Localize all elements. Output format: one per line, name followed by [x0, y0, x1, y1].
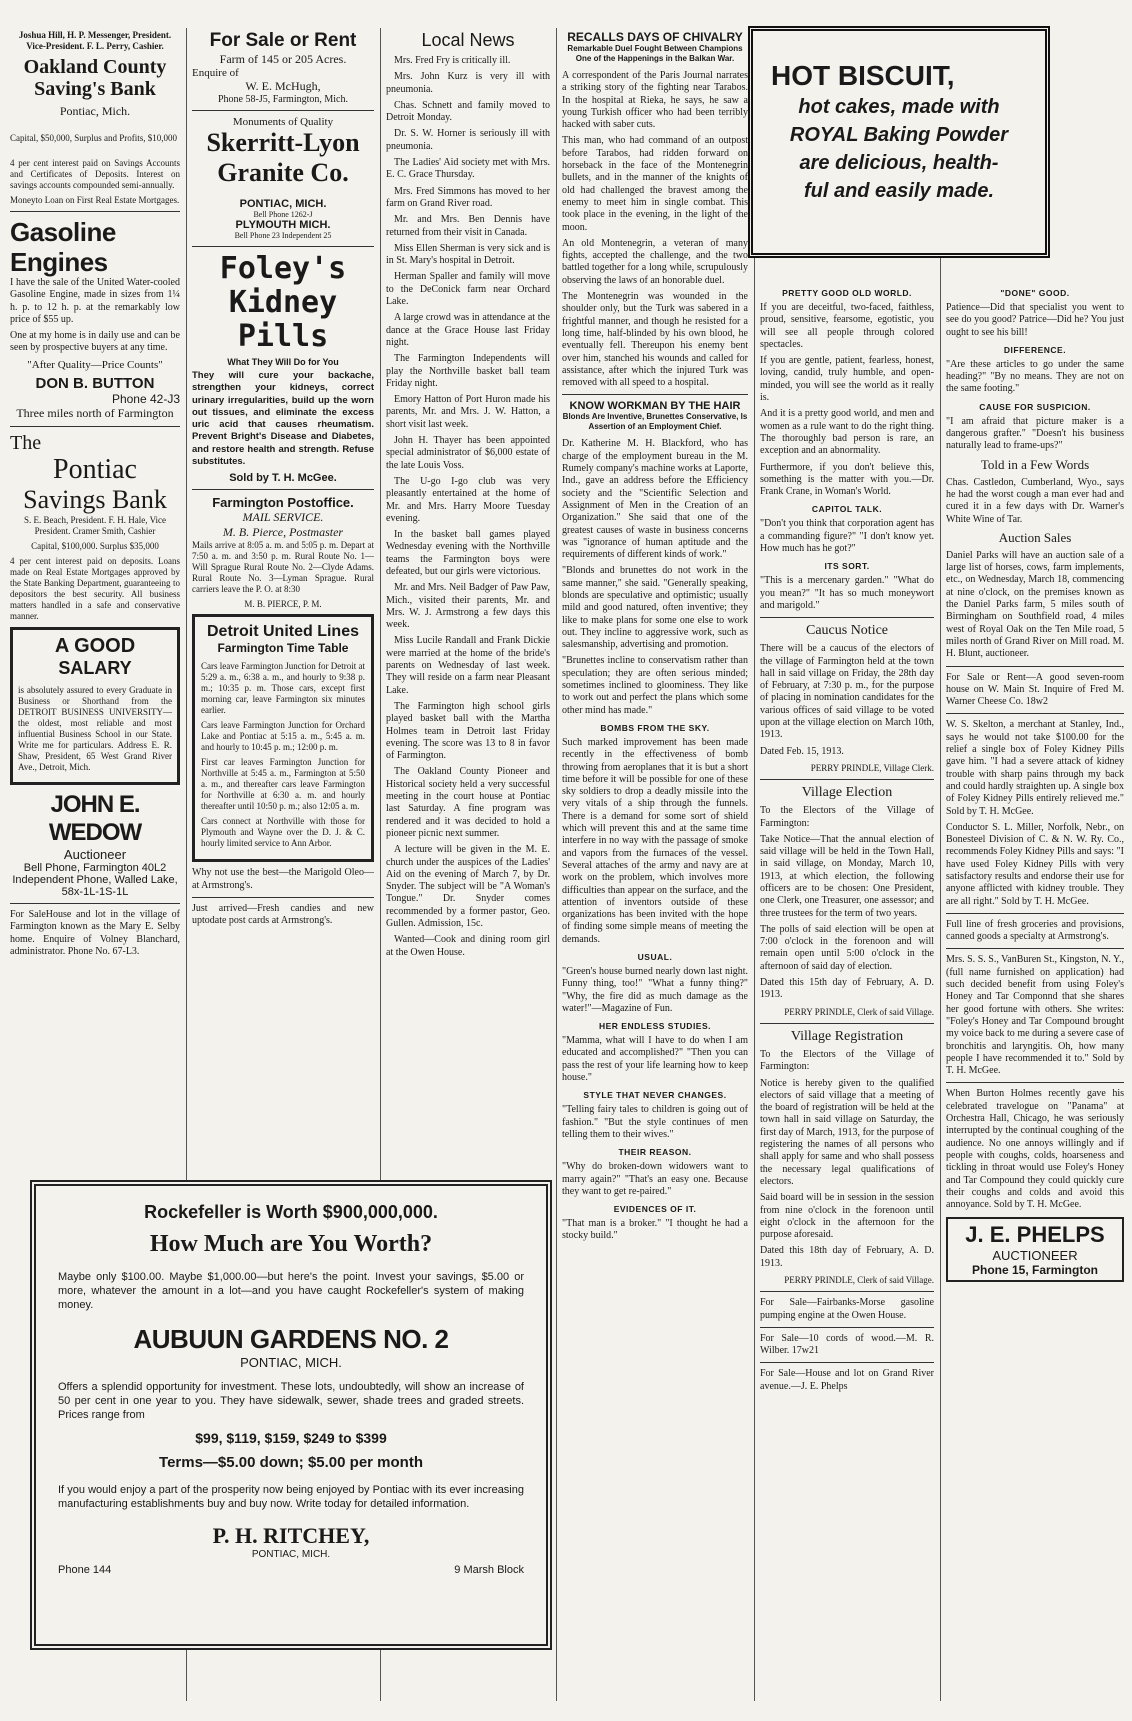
foley-sold: Sold by T. H. McGee. — [229, 472, 337, 485]
biscuit-ad — [748, 26, 1050, 258]
wedow-phone1: Bell Phone, Farmington 40L2 — [23, 862, 167, 875]
ad-why: Why not use the best—the Marigold Oleo—at Armstrong's. — [192, 867, 374, 891]
election-title: Village Election — [801, 785, 893, 801]
local-news-item: The U-go I-go club was very pleasantly entertained at the home of Mr. and Mrs. Harry Moore Tuesday evening. — [386, 475, 550, 524]
salary-box — [10, 627, 180, 785]
sort-body: "This is a mercenary garden." "What do you mean?" "It has so much moneywort and marigold." — [760, 575, 934, 611]
forsale-phone: Phone 58-J5, Farmington, Mich. — [218, 94, 348, 105]
style-title: STYLE THAT NEVER CHANGES. — [583, 1090, 727, 1101]
local-news-item: A lecture will be given in the M. E. church under the auspices of the Ladies' Aid on the evening of March 7, by Dr. Snyder. The subject will be "A Woman's Tongue." Dr. Snyder comes recommended by a former pastor, Geo. Gullen. Admission, 15c. — [386, 844, 550, 929]
du-body2: Cars leave Farmington Junction for Orchard Lake and Pontiac at 5:15 a. m., 5:45 a. m. and hourly to 10:45 p. m.; 12:00 p. m. — [201, 720, 365, 753]
chivalry-sub: Remarkable Duel Fought Between Champions One of the Happenings in the Balkan War. — [567, 44, 743, 63]
caucus-title: Caucus Notice — [805, 623, 889, 639]
registration-p1: To the Electors of the Village of Farmington: — [760, 1048, 934, 1073]
reason-title: THEIR REASON. — [618, 1147, 692, 1158]
foley-body: They will cure your backache, strengthen your kidneys, correct urinary irregularities, build up the worn out tissues, and eliminate the excess uric acid that causes rheumatism. Prevent Bright's Disease and Diabetes, and restore health and strength. Refuse substitutes. — [192, 370, 374, 468]
granite-plymouth: PLYMOUTH MICH. — [235, 219, 331, 231]
bank2-name2: Savings Bank — [23, 485, 167, 515]
bank2-officers: S. E. Beach, President. F. H. Hale, Vice President. Cramer Smith, Cashier — [23, 515, 167, 537]
world-p1: If you are deceitful, two-faced, faithless, proud, sensitive, fearsome, egotistic, you will see all people through colored spectacles. — [760, 302, 934, 350]
wedow-body: For SaleHouse and lot in the village of Farmington known as the Mary E. Selby home. Enquire of Volney Blanchard, administrator. Phone No. 67-L3. — [10, 909, 180, 957]
salary-title2: SALARY — [58, 658, 132, 679]
usual-body: "Green's house burned nearly down last night. Funny thing, too!" "What a funny thing?" "Why, the fire did as much damage as the water!"—Magazine of Fun. — [562, 966, 748, 1014]
rock-address: 9 Marsh Block — [454, 1564, 524, 1576]
column-2 — [192, 30, 374, 1170]
rock-phone: Phone 144 — [58, 1564, 112, 1576]
rock-l1: Rockefeller is Worth $900,000,000. — [144, 1202, 438, 1222]
biscuit-l5: ful and easily made. — [803, 180, 995, 202]
bank2-the: The — [10, 432, 42, 455]
column-6 — [946, 282, 1124, 1692]
local-news-item: The Farmington Independents will play the Northville basket ball team Friday night. — [386, 353, 550, 389]
local-news-item: Wanted—Cook and dining room girl at the Owen House. — [386, 934, 550, 958]
biscuit-l2: hot cakes, made with — [798, 96, 1000, 118]
phelps-role: AUCTIONEER — [992, 1248, 1078, 1264]
bank2-name1: Pontiac — [53, 454, 137, 486]
wedow-name: JOHN E. WEDOW — [48, 791, 142, 847]
local-news-item: Miss Ellen Sherman is very sick and is in St. Mary's hospital in Detroit. — [386, 242, 550, 267]
chivalry-p2: This man, who had command of an outpost before Tarabos, had ridden forward on horseback in the face of the Montenegrin bullets, and in the manner of the knights of old had challenged the bravest among the enemy to meet him in single combat. This took place in the evening, in the light of the moon. — [562, 135, 748, 233]
biscuit-l4: are delicious, health- — [799, 152, 999, 174]
election-sign: PERRY PRINDLE, Clerk of said Village. — [784, 1006, 934, 1017]
rock-l10: P. H. RITCHEY, — [212, 1523, 370, 1548]
caucus-sign: PERRY PRINDLE, Village Clerk. — [810, 762, 934, 773]
forsale-body: Farm of 145 or 205 Acres. — [219, 52, 347, 66]
forsale-enquire: Enquire of — [192, 67, 239, 79]
salary-body: is absolutely assured to every Graduate in Business or Shorthand from the DETROIT BUSINESS UNIVERSITY—the oldest, most reliable and most influential Business School in our State. Write me for particulars. Address E. R. Shaw, President, 65 West Grand River Ave., Detroit, Mich. — [18, 685, 172, 773]
bank2-body: 4 per cent interest paid on deposits. Loans made on Real Estate Mortgages approved by the State Banking Department, guaranteeing to depositors the best security. All business matters handled in a safe and conservative manner. — [10, 556, 180, 622]
local-news-item: Mr. and Mrs. Neil Badger of Paw Paw, Mich., visited their parents, Mr. and Mrs. W. J. Armstrong a few days this week. — [386, 582, 550, 631]
phelps-phone: Phone 15, Farmington — [971, 1263, 1098, 1278]
local-news-item: The Oakland County Pioneer and Historical society held a very successful meeting in the court house at Pontiac last Saturday. A fine program was rendered and it was decided to hold a pioneer picnic next summer. — [386, 766, 550, 839]
registration-p2: Notice is hereby given to the qualified electors of said village that a meeting of the board of registration will be held at the town hall in said village on Saturday, the first day of March, 1913, for the purpose of registering the names of all persons who shall apply for same and who shall possess the necessary legal qualifications of electors. — [760, 1077, 934, 1187]
capitol-title: CAPITOL TALK. — [811, 504, 883, 515]
du-sub: Farmington Time Table — [217, 641, 349, 656]
local-news-item: Dr. S. W. Horner is seriously ill with pneumonia. — [386, 128, 550, 152]
done-body: Patience—Did that specialist you went to see do you good? Patrice—Did he? You just ought to see his bill! — [946, 302, 1124, 338]
chivalry-p1: A correspondent of the Paris Journal narrates a striking story of the fighting near Tarabos. In the hospital at Rieka, he says, he saw a young Turkish officer who had been terribly hacked with saber cuts. — [562, 70, 748, 131]
world-p4: Furthermore, if you don't believe this, something is the matter with you.—Dr. Frank Crane, in Woman's World. — [760, 461, 934, 498]
foley-name1: Foley's — [219, 251, 347, 286]
granite-name2: Granite Co. — [217, 158, 349, 187]
phelps-name: J. E. PHELPS — [965, 1222, 1105, 1248]
du-body3: First car leaves Farmington Junction for Northville at 5:45 a. m., Farmington at 5:50 a. m., and thereafter cars leave Farmington for Northville at 6:30 a. m. and hourly thereafter until 10:50 p. m.; also 12:05 a. m. — [201, 757, 365, 812]
evidences-body: "That man is a broker." "I thought he had a stocky build." — [562, 1218, 748, 1242]
granite-pontiac: PONTIAC, MICH. — [239, 198, 327, 210]
po-sign: M. B. PIERCE, P. M. — [244, 599, 322, 610]
told-title: Told in a Few Words — [980, 456, 1090, 472]
granite-mon: Monuments of Quality — [232, 116, 334, 128]
granite-phone1: Bell Phone 1262-J — [253, 210, 313, 219]
bank1-name: Oakland County Saving's Bank — [23, 56, 167, 100]
suspicion-body: "I am afraid that picture maker is a dangerous grafter." "Doesn't his business naturally lead to frame-ups?" — [946, 415, 1124, 452]
bank1-officers: Joshua Hill, H. P. Messenger, President. Vice-President. F. L. Perry, Cashier. — [18, 30, 172, 51]
rock-l5: PONTIAC, MICH. — [240, 1355, 342, 1370]
col6-item-11: When Burton Holmes recently gave his celebrated travelogue on "Panama" at Orchestra Hall, Chicago, he was seriously interrupted by the continual coughing of the audience. No one annoys willingly and if people with coughs, colds, hoarseness and tickling in throat would use Foley's Honey and Tar Compound they could quickly cure their coughs and colds and avoid this annoyance. Sold by T. H. McGee. — [946, 1088, 1124, 1211]
hair-q2: "Blonds and brunettes do not work in the same manner," she said. "Generally speaking, blonds are speculative and optimistic; usually mild and good natured, often inventive; they like to make plans for some one else to work out. They incline to aggressive work, such as salesmanship, advertising and promotion. — [562, 565, 748, 651]
local-news-item: Chas. Schnett and family moved to Detroit Monday. — [386, 99, 550, 124]
rock-l7: $99, $119, $159, $249 to $399 — [195, 1430, 387, 1446]
biscuit-l1: HOT BISCUIT, — [771, 60, 955, 91]
difference-body: "Are these articles to go under the same heading?" "By no means. They are not on the same footing." — [946, 358, 1124, 395]
column-5 — [760, 282, 934, 1692]
local-news-item: In the basket ball games played Wednesday evening with the Northville teams the Farmington boys were defeated, but our girls were victorious. — [386, 529, 550, 577]
engines-slogan: "After Quality—Price Counts" — [27, 358, 163, 371]
wedow-role: Auctioneer — [63, 847, 127, 863]
sort-title: ITS SORT. — [824, 561, 870, 572]
rock-l4: AUBUUN GARDENS NO. 2 — [133, 1324, 449, 1354]
usual-title: USUAL. — [637, 952, 673, 962]
local-news-item: Mrs. Fred Fry is critically ill. — [394, 55, 511, 66]
ad-just: Just arrived—Fresh candies and new uptodate post cards at Armstrong's. — [192, 902, 374, 927]
election-p4: Dated this 15th day of February, A. D. 1913. — [760, 977, 934, 1001]
classified-3: For Sale—House and lot on Grand River avenue.—J. E. Phelps — [760, 1368, 934, 1392]
hair-q3: "Brunettes incline to conservatism rather than speculation; they are often serious minded; sometimes inclined to gloominess. They like to work out and perfect the plans which some other mind has made." — [562, 655, 748, 716]
registration-sign: PERRY PRINDLE, Clerk of said Village. — [784, 1275, 934, 1285]
rockefeller-ad — [30, 1180, 552, 1650]
salary-title1: A GOOD — [54, 635, 136, 658]
forsale-title: For Sale or Rent — [209, 30, 357, 51]
registration-title: Village Registration — [790, 1028, 904, 1044]
po-sub: MAIL SERVICE. — [242, 510, 324, 525]
registration-p3: Said board will be in session in the session from nine o'clock in the forenoon until eight o'clock in the afternoon for the purpose aforesaid. — [760, 1192, 934, 1241]
election-p2: Take Notice—That the annual election of said village will be held in the Town Hall, in said village, on Monday, March 10, 1913, at which election, the following officers are to be chosen: One President, one Clerk, one Treasurer, one assessor; and three trustees for the term of two years. — [760, 833, 934, 919]
foley-sub: What They Will Do for You — [227, 357, 339, 367]
style-body: "Telling fairy tales to children is going out of fashion." "But the style continues of men telling them to their wives." — [562, 1104, 748, 1140]
world-title: PRETTY GOOD OLD WORLD. — [782, 288, 912, 298]
rock-l9: If you would enjoy a part of the prosperity now being enjoyed by Pontiac with its ever increasing manufacturing establishments buy and buy now. Write today for detailed information. — [58, 1484, 524, 1510]
chivalry-p3: An old Montenegrin, a veteran of many fights, accepted the challenge, and the two battled together for a long while, scrupulously observing the laws of an honorable duel. — [562, 237, 748, 286]
caucus-date: Dated Feb. 15, 1913. — [760, 745, 844, 757]
rock-l2: How Much are You Worth? — [149, 1231, 433, 1257]
rock-l11: PONTIAC, MICH. — [251, 1549, 331, 1560]
col6-item-7: W. S. Skelton, a merchant at Stanley, Ind., says he would not take $100.00 for the relief a single box of Foley Kidney Pills gave him. "I had a severe attack of kidney trouble with sharp pains through my back and could hardly straighten up. A single box of Foley Kidney Pills entirely relieved me." Sold by T. H. McGee. — [946, 719, 1124, 817]
local-news-item: Mrs. John Kurz is very ill with pneumonia. — [386, 71, 550, 95]
classified-2: For Sale—10 cords of wood.—M. R. Wilber. 17w21 — [760, 1332, 934, 1357]
engines-body2: One at my home is in daily use and can be seen by prospective buyers at any time. — [10, 330, 180, 354]
engines-body: I have the sale of the United Water-cooled Gasoline Engine, made in sizes from 1¼ h. p. to 12 h. p. at the remarkably low price of $55 up. — [10, 277, 180, 325]
engines-phone: Phone 42-J3 — [111, 392, 180, 407]
hair-title: KNOW WORKMAN BY THE HAIR — [569, 400, 741, 413]
engines-title: Gasoline Engines — [10, 217, 116, 277]
foley-name2: Kidney — [228, 285, 338, 320]
local-news-list — [386, 55, 550, 959]
col6-item-9: Full line of fresh groceries and provisions, canned goods a specialty at Armstrong's. — [946, 918, 1124, 943]
du-body4: Cars connect at Northville with those for Plymouth and Wayne over the D. J. & C. hourly limited service to Ann Arbor. — [201, 816, 365, 849]
col6-item-6: For Sale or Rent—A good seven-room house on W. Main St. Inquire of Fred M. Warner Cheese Co. 18w2 — [946, 671, 1124, 708]
done-title: "DONE" GOOD. — [1000, 288, 1070, 298]
po-master: M. B. Pierce, Postmaster — [222, 525, 344, 540]
difference-title: DIFFERENCE. — [1003, 344, 1067, 355]
classified-1: For Sale—Fairbanks-Morse gasoline pumping engine at the Owen House. — [760, 1297, 934, 1321]
hair-q1: Dr. Katherine M. H. Blackford, who has charge of the employment bureau in the M. Rumely company's machine works at Laporte, Ind., gave an address before the Efficiency society and the "Scientific Selection and Assignment of Men in the Creation of an Organization." She said that one of the greatest causes of waste in business concerns was "ignorance of human aptitude and the requirements of different kinds of work." — [562, 438, 748, 561]
told-body: Chas. Castledon, Cumberland, Wyo., says he had the worst cough a man ever had and cured it in a few days with Dr. Warner's White Wine of Tar. — [946, 476, 1124, 525]
capitol-body: "Don't you think that corporation agent has a commanding figure?" "I don't know yet. How much has he got?" — [760, 518, 934, 555]
suspicion-title: CAUSE FOR SUSPICION. — [979, 401, 1091, 412]
world-p3: And it is a pretty good world, and men and women as a rule want to do the right thing. The thoroughly bad person is rare, an exception and an abnormality. — [760, 408, 934, 457]
detroit-box — [192, 614, 374, 862]
forsale-name: W. E. McHugh, — [245, 79, 321, 93]
phelps-box — [946, 1217, 1124, 1282]
bank1-capital: Capital, $50,000, Surplus and Profits, $10,000 — [10, 133, 177, 143]
local-news-item: John H. Thayer has been appointed special administrator of $6,000 estate of the late Louis Voss. — [386, 435, 550, 471]
local-news-item: Herman Spaller and family will move to the DeConick farm near Orchard Lake. — [386, 271, 550, 308]
bank1-body: 4 per cent interest paid on Savings Accounts and Certificates of Deposits. Interest on savings accounts compounded semi-annually. — [10, 158, 180, 190]
bombs-title: BOMBS FROM THE SKY. — [600, 722, 710, 733]
studies-body: "Mamma, what will I have to do when I am educated and accomplished?" "Then you can pass the rest of your life learning how to keep house." — [562, 1035, 748, 1084]
local-news-item: A large crowd was in attendance at the dance at the Grace House last Friday night. — [386, 312, 550, 348]
chivalry-p4: The Montenegrin was wounded in the shoulder only, but the Turk was sabered in a frightful manner, and though he resisted for a long time, half-blinded by his own blood, he eventually fell. Thereupon his enemy bent over him, stanched his wounds and called for assistance, after which the injured Turk was removed with all speed to a hospital. — [562, 291, 748, 389]
reason-body: "Why do broken-down widowers want to marry again?" "That's an easy one. Because they want to get re-paired." — [562, 1161, 748, 1197]
local-news-item: Emory Hatton of Port Huron made his parents, Mr. and Mrs. J. W. Hatton, a short visit last week. — [386, 394, 550, 430]
bombs-body: Such marked improvement has been made recently in the effectiveness of bomb throwing from aeroplanes that it is but a short time before it will be possible for one of these sky soldiers to drop a deadly missile into the very vitals of a ship through the funnels. There is a demand for some sort of shield which will prevent this and at the same time interfere in no way with the passage of smoke and vapors from the furnaces of the vessel. Several attaches of the army and navy are at work on the problem, which involves more difficulties than appear on the surface, and the attention of inventors outside of these organizations has been invited with the hope of finding some simple means of meeting the demands. — [562, 736, 748, 945]
local-news-item: Mrs. Fred Simmons has moved to her farm on Grand River road. — [386, 185, 550, 209]
registration-p4: Dated this 18th day of February, A. D. 1913. — [760, 1245, 934, 1269]
election-p3: The polls of said election will be open at 7:00 o'clock in the forenoon and will remain open until 5:00 o'clock in the afternoon of said day of election. — [760, 923, 934, 972]
local-news-item: The Farmington high school girls played basket ball with the Martha Holmes team in Detroit last Friday evening. The score was 13 to 8 in favor of Farmington. — [386, 700, 550, 762]
biscuit-l3: ROYAL Baking Powder — [789, 124, 1009, 146]
rock-l8: Terms—$5.00 down; $5.00 per month — [159, 1454, 423, 1471]
local-news-title: Local News — [421, 30, 515, 50]
col6-item-8: Conductor S. L. Miller, Norfolk, Nebr., on Bonesteel Division of C. & N. W. Ry. Co., recommends Foley Kidney Pills and says: "I have used Foley Kidney Pills with very satisfactory results and endorse their use for anyone afflicted with kidney trouble. They are all right." Sold by T. H. McGee. — [946, 821, 1124, 907]
rock-l6: Offers a splendid opportunity for investment. These lots, undoubtedly, will show an increase of 50 per cent in one year to you. They have sidewalk, sewer, shade trees and graded streets. Prices range from — [58, 1381, 524, 1421]
election-p1: To the Electors of the Village of Farmington: — [760, 805, 934, 829]
chivalry-title: RECALLS DAYS OF CHIVALRY — [567, 30, 743, 44]
du-title: Detroit United Lines — [206, 623, 359, 641]
local-news-item: The Ladies' Aid society met with Mrs. E. C. Grace Thursday. — [386, 157, 550, 181]
wedow-phone2: Independent Phone, Walled Lake, 58x-1L-1S-1L — [12, 874, 178, 899]
bank1-city: Pontiac, Mich. — [59, 104, 131, 118]
bank1-loan: Moneyto Loan on First Real Estate Mortgages. — [10, 195, 180, 205]
rock-l3: Maybe only $100.00. Maybe $1,000.00—but here's the point. Invest your savings, $5.00 or more, whatever the amount in a lot—and you have caught Rockefeller's system of making money. — [58, 1271, 524, 1311]
col6-item-10: Mrs. S. S. S., VanBuren St., Kingston, N. Y., (full name furnished on application) had such decided benefit from using Foley's Honey and Tar Componnd that she shares her good fortune with others. She writes: "Foley's Honey and Tar Compound brought my voice back to me during a severe case of bronchitis and laryngitis. Oh, how many people I have recommended it to." Sold by T. H. McGee. — [946, 954, 1124, 1077]
local-news-item: Miss Lucile Randall and Frank Dickie were married at the home of the bride's parents on Wednesday of last week. They will reside on a farm near Pleasant Lake. — [386, 635, 550, 696]
granite-name1: Skerritt-Lyon — [206, 128, 360, 157]
foley-name3: Pills — [237, 319, 329, 354]
column-3 — [386, 30, 550, 1170]
du-body1: Cars leave Farmington Junction for Detroit at 5:29 a. m., 6:38 a. m., and hourly to 9:38 p. m.; 10:35 p. m. Those cars, except first morning car, leave Farmington six minutes earlier. — [201, 661, 365, 716]
engines-loc: Three miles north of Farmington — [16, 406, 174, 421]
hair-sub: Blonds Are Inventive, Brunettes Conservative, Is Assertion of an Employment Chief. — [562, 412, 748, 432]
auction-body: Daniel Parks will have an auction sale of a large list of horses, cows, farm implements, etc., on Wednesday, March 18, commencing at nine o'clock, on the premises known as the Daniel Parks farm, 5 miles south of Birmingham on Southfield road, 4 miles west of Royal Oak on the Ten Mile road, 5 miles north of Grand River on Mill road. M. H. Blunt, auctioneer. — [946, 549, 1124, 660]
evidences-title: EVIDENCES OF IT. — [613, 1204, 697, 1215]
engines-name: DON B. BUTTON — [35, 375, 155, 393]
column-1 — [10, 30, 180, 1170]
bank2-capital: Capital, $100,000. Surplus $35,000 — [31, 541, 159, 552]
po-title: Farmington Postoffice. — [212, 495, 354, 511]
caucus-body: There will be a caucus of the electors of the village of Farmington held at the town hall in said village on Friday, the 28th day of February, at 7:30 p. m., for the purpose of placing in nomination candidates for the various offices of said village to be voted upon at the village election on March 10th, 1913. — [760, 643, 934, 741]
column-4 — [562, 30, 748, 1720]
world-p2: If you are gentle, patient, fearless, honest, loving, candid, truly humble, and open-minded, you will see the world as it really is. — [760, 355, 934, 404]
auction-title: Auction Sales — [998, 529, 1072, 545]
studies-title: HER ENDLESS STUDIES. — [598, 1021, 712, 1032]
local-news-item: Mr. and Mrs. Ben Dennis have returned from their visit in Canada. — [386, 214, 550, 238]
po-body: Mails arrive at 8:05 a. m. and 5:05 p. m. Depart at 7:50 a. m. and 3:50 p. m. Rural Route No. 1—Will Sprague Rural Route No. 2—Clyde Adams. Rural Route No. 3—Lyman Sprague. Rural carriers leave the P. O. at 8:30 — [192, 540, 374, 595]
granite-phone2: Bell Phone 23 Independent 25 — [234, 231, 332, 240]
